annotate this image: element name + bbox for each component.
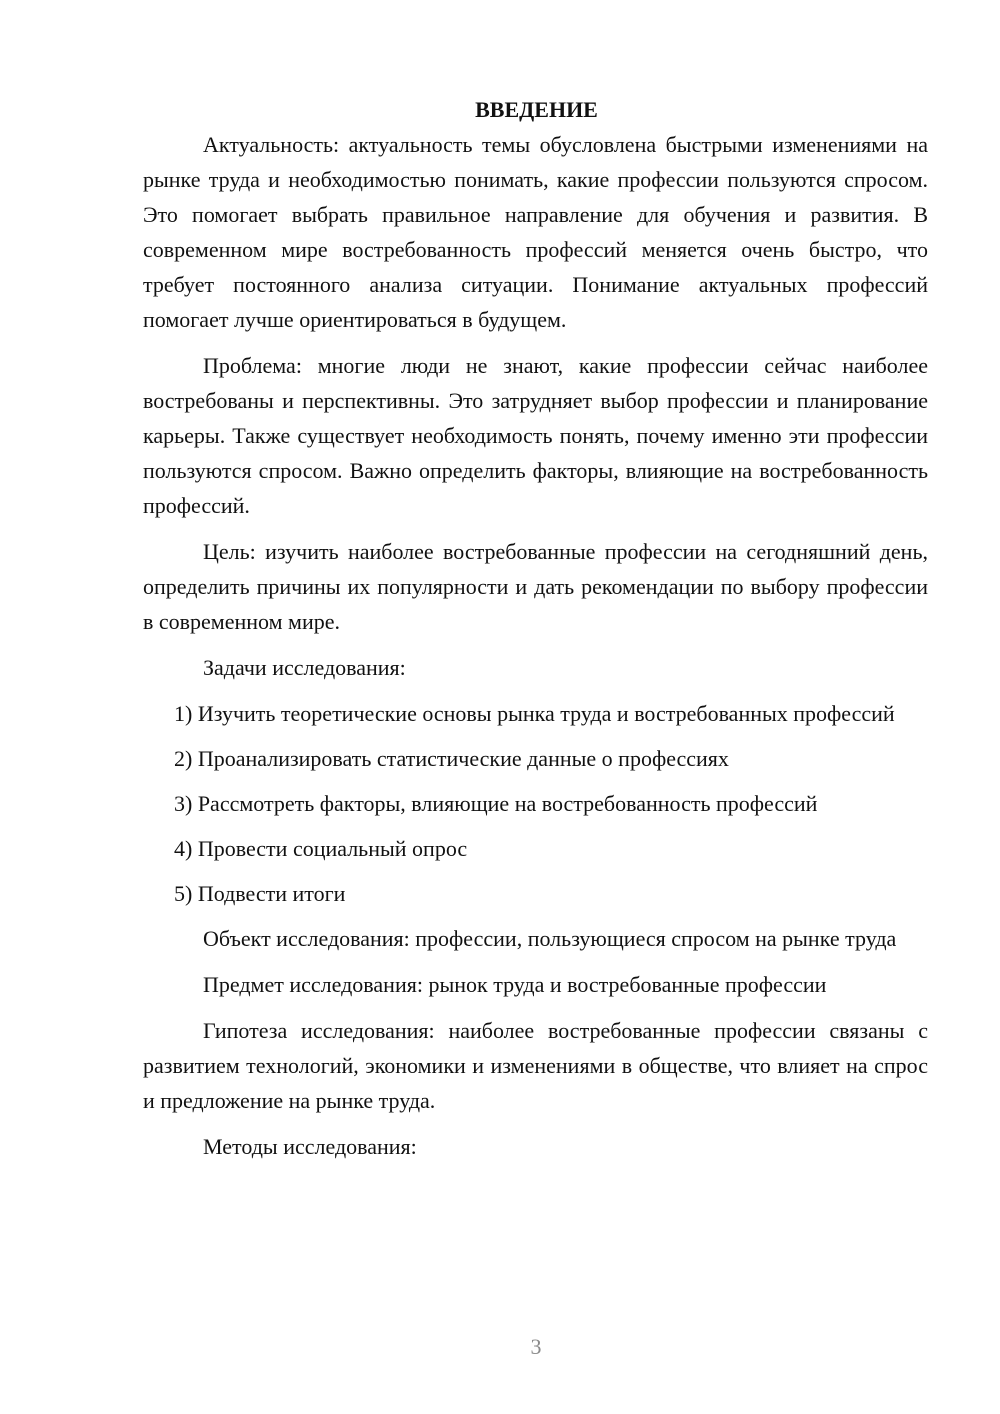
task-item: 1) Изучить теоретические основы рынка труда и востребованных профессий [174, 701, 895, 726]
paragraph-hypothesis: Гипотеза исследования: наиболее востребованные профессии связаны с развитием технологий, экономики и изменениями в обществе, что влияет на спрос и предложение на рынке труда. [143, 1018, 928, 1113]
paragraph-object: Объект исследования: профессии, пользующиеся спросом на рынке труда [203, 926, 897, 951]
paragraph-tasks-heading: Задачи исследования: [203, 655, 406, 680]
paragraph-relevance: Актуальность: актуальность темы обусловлена быстрыми изменениями на рынке труда и необходимостью понимать, какие профессии пользуются спросом. Это помогает выбрать правильное направление для обучения и развития. В современном мире востребованность профессий меняется очень быстро, что требует постоянного анализа ситуации. Понимание актуальных профессий помогает лучше ориентироваться в будущем. [143, 132, 928, 332]
paragraph-subject: Предмет исследования: рынок труда и востребованные профессии [203, 972, 827, 997]
task-item: 5) Подвести итоги [174, 881, 346, 906]
page-content [143, 92, 928, 1175]
paragraph-problem: Проблема: многие люди не знают, какие профессии сейчас наиболее востребованы и перспективны. Это затрудняет выбор профессии и планирование карьеры. Также существует необходимость понять, почему именно эти профессии пользуются спросом. Важно определить факторы, влияющие на востребованность профессий. [143, 353, 928, 518]
task-item: 2) Проанализировать статистические данные о профессиях [174, 746, 729, 771]
task-item: 4) Провести социальный опрос [174, 836, 468, 861]
section-title: ВВЕДЕНИЕ [475, 97, 598, 122]
paragraph-methods-heading: Методы исследования: [203, 1134, 417, 1159]
task-item: 3) Рассмотреть факторы, влияющие на востребованность профессий [174, 791, 818, 816]
page-number: 3 [530, 1334, 542, 1359]
paragraph-goal: Цель: изучить наиболее востребованные профессии на сегодняшний день, определить причины их популярности и дать рекомендации по выбору профессии в современном мире. [143, 539, 928, 634]
